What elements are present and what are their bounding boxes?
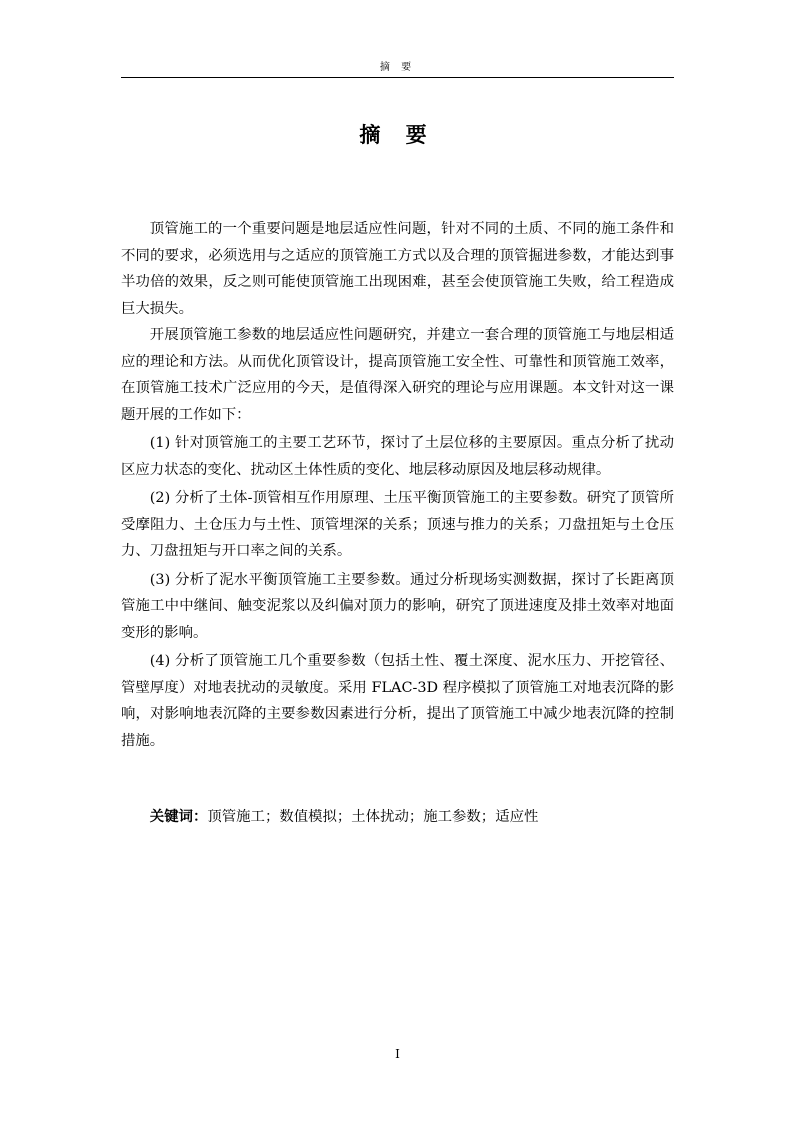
abstract-item-2: (2) 分析了土体-顶管相互作用原理、土压平衡顶管施工的主要参数。研究了顶管所受摩阻力、土仓压力与土性、顶管埋深的关系；顶速与推力的关系；刀盘扭矩与土仓压力、刀盘扭矩与开口率之间的关系。	[121, 490, 674, 559]
abstract-body	[121, 216, 674, 754]
keywords-label: 关键词：	[149, 809, 208, 825]
header-rule	[121, 77, 674, 78]
abstract-item-1: (1) 针对顶管施工的主要工艺环节，探讨了土层位移的主要原因。重点分析了扰动区应力状态的变化、扰动区土体性质的变化、地层移动原因及地层移动规律。	[121, 435, 674, 478]
page-title: 摘 要	[359, 123, 436, 147]
running-header: 摘 要	[379, 62, 416, 73]
abstract-item-4: (4) 分析了顶管施工几个重要参数（包括土性、覆土深度、泥水压力、开挖管径、管壁厚度）对地表扰动的灵敏度。采用 FLAC-3D 程序模拟了顶管施工对地表沉降的影响，对影响地表沉降的主要参数因素进行分析，提出了顶管施工中减少地表沉降的控制措施。	[121, 653, 674, 749]
keywords-line	[121, 804, 674, 830]
abstract-paragraph-2: 开展顶管施工参数的地层适应性问题研究，并建立一套合理的顶管施工与地层相适应的理论和方法。从而优化顶管设计，提高顶管施工安全性、可靠性和顶管施工效率，在顶管施工技术广泛应用的今天，是值得深入研究的理论与应用课题。本文针对这一课题开展的工作如下：	[121, 327, 674, 423]
keywords-text: 顶管施工；数值模拟；土体扰动；施工参数；适应性	[207, 809, 539, 825]
abstract-paragraph-1: 顶管施工的一个重要问题是地层适应性问题，针对不同的土质、不同的施工条件和不同的要求，必须选用与之适应的顶管施工方式以及合理的顶管掘进参数，才能达到事半功倍的效果，反之则可能使顶管施工出现困难，甚至会使顶管施工失败，给工程造成巨大损失。	[121, 221, 674, 317]
page-number: I	[395, 1047, 400, 1061]
abstract-item-3: (3) 分析了泥水平衡顶管施工主要参数。通过分析现场实测数据，探讨了长距离顶管施工中中继间、触变泥浆以及纠偏对顶力的影响，研究了顶进速度及排土效率对地面变形的影响。	[121, 571, 674, 641]
